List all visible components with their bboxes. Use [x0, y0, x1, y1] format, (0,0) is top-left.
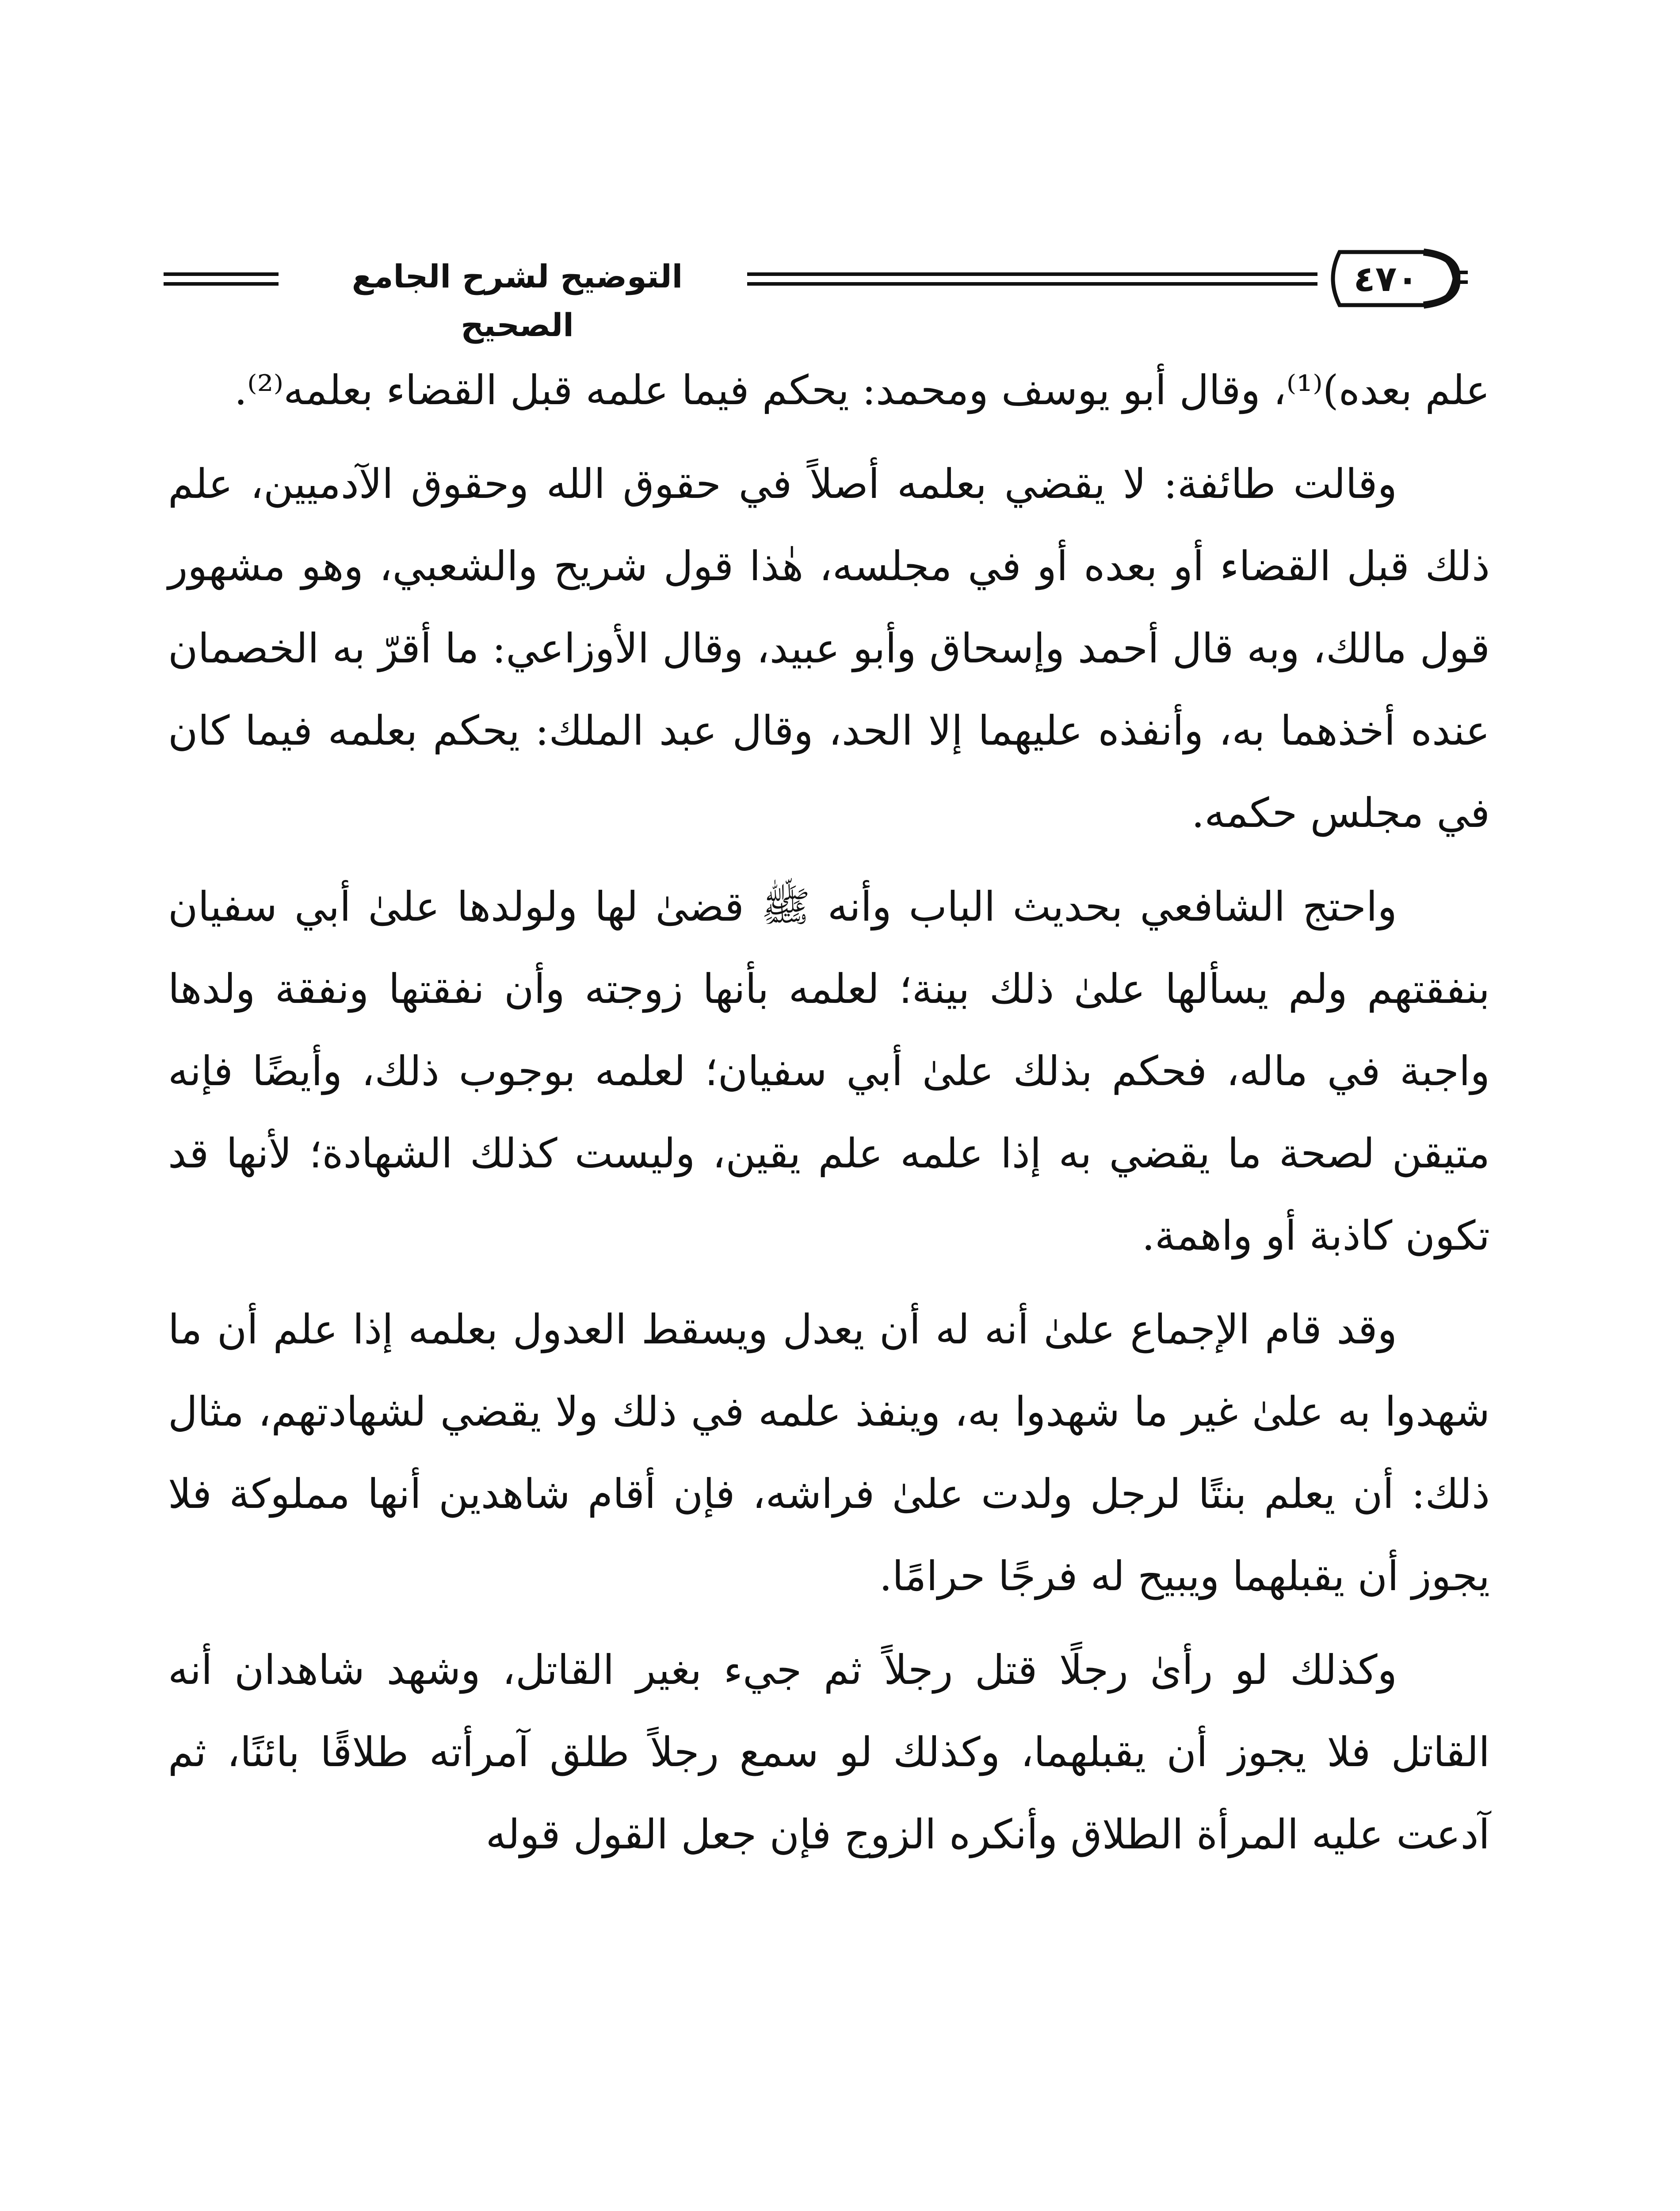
- page-number: ٤٧٠: [1353, 258, 1419, 299]
- page-header: [164, 230, 1490, 344]
- main-text: [168, 349, 1490, 1887]
- paragraph: واحتج الشافعي بحديث الباب وأنه ﷺ قضىٰ لها ولولدها علىٰ أبي سفيان بنفقتهم ولم يسألها علىٰ ذلك بينة؛ لعلمه بأنها زوجته وأن نفقتها ونفقة ولدها واجبة في ماله، فحكم بذلك علىٰ أبي سفيان؛ لعلمه بوجوب ذلك، وأيضًا فإنه متيقن لصحة ما يقضي به إذا علمه علم يقين، وليست كذلك الشهادة؛ لأنها قد تكون كاذبة أو واهمة.: [168, 883, 1490, 1259]
- paragraph: علم بعده)⁽¹⁾، وقال أبو يوسف ومحمد: يحكم فيما علمه قبل القضاء بعلمه⁽²⁾.: [234, 367, 1490, 414]
- paragraph: وكذلك لو رأىٰ رجلًا قتل رجلاً ثم جيء بغير القاتل، وشهد شاهدان أنه القاتل فلا يجوز أن يقبلهما، وكذلك لو سمع رجلاً طلق آمرأته طلاقًا بائنًا، ثم آدعت عليه المرأة الطلاق وأنكره الزوج فإن جعل القول قوله: [168, 1646, 1490, 1858]
- paragraph: وقد قام الإجماع علىٰ أنه له أن يعدل ويسقط العدول بعلمه إذا علم أن ما شهدوا به علىٰ غير ما شهدوا به، وينفذ علمه في ذلك ولا يقضي لشهادتهم، مثال ذلك: أن يعلم بنتًا لرجل ولدت علىٰ فراشه، فإن أقام شاهدين أنها مملوكة فلا يجوز أن يقبلهما ويبيح له فرجًا حرامًا.: [168, 1306, 1490, 1600]
- running-title: التوضيح لشرح الجامع الصحيح: [351, 258, 683, 344]
- header-rule-middle: [747, 272, 1317, 276]
- header-rule-left: [164, 272, 279, 276]
- paragraph: وقالت طائفة: لا يقضي بعلمه أصلاً في حقوق الله وحقوق الآدميين، علم ذلك قبل القضاء أو بعده أو في مجلسه، هٰذا قول شريح والشعبي، وهو مشهور قول مالك، وبه قال أحمد وإسحاق وأبو عبيد، وقال الأوزاعي: ما أقرّ به الخصمان عنده أخذهما به، وأنفذه عليهما إلا الحد، وقال عبد الملك: يحكم بعلمه فيما كان في مجلس حكمه.: [168, 460, 1490, 837]
- page-number-badge: [1322, 239, 1468, 318]
